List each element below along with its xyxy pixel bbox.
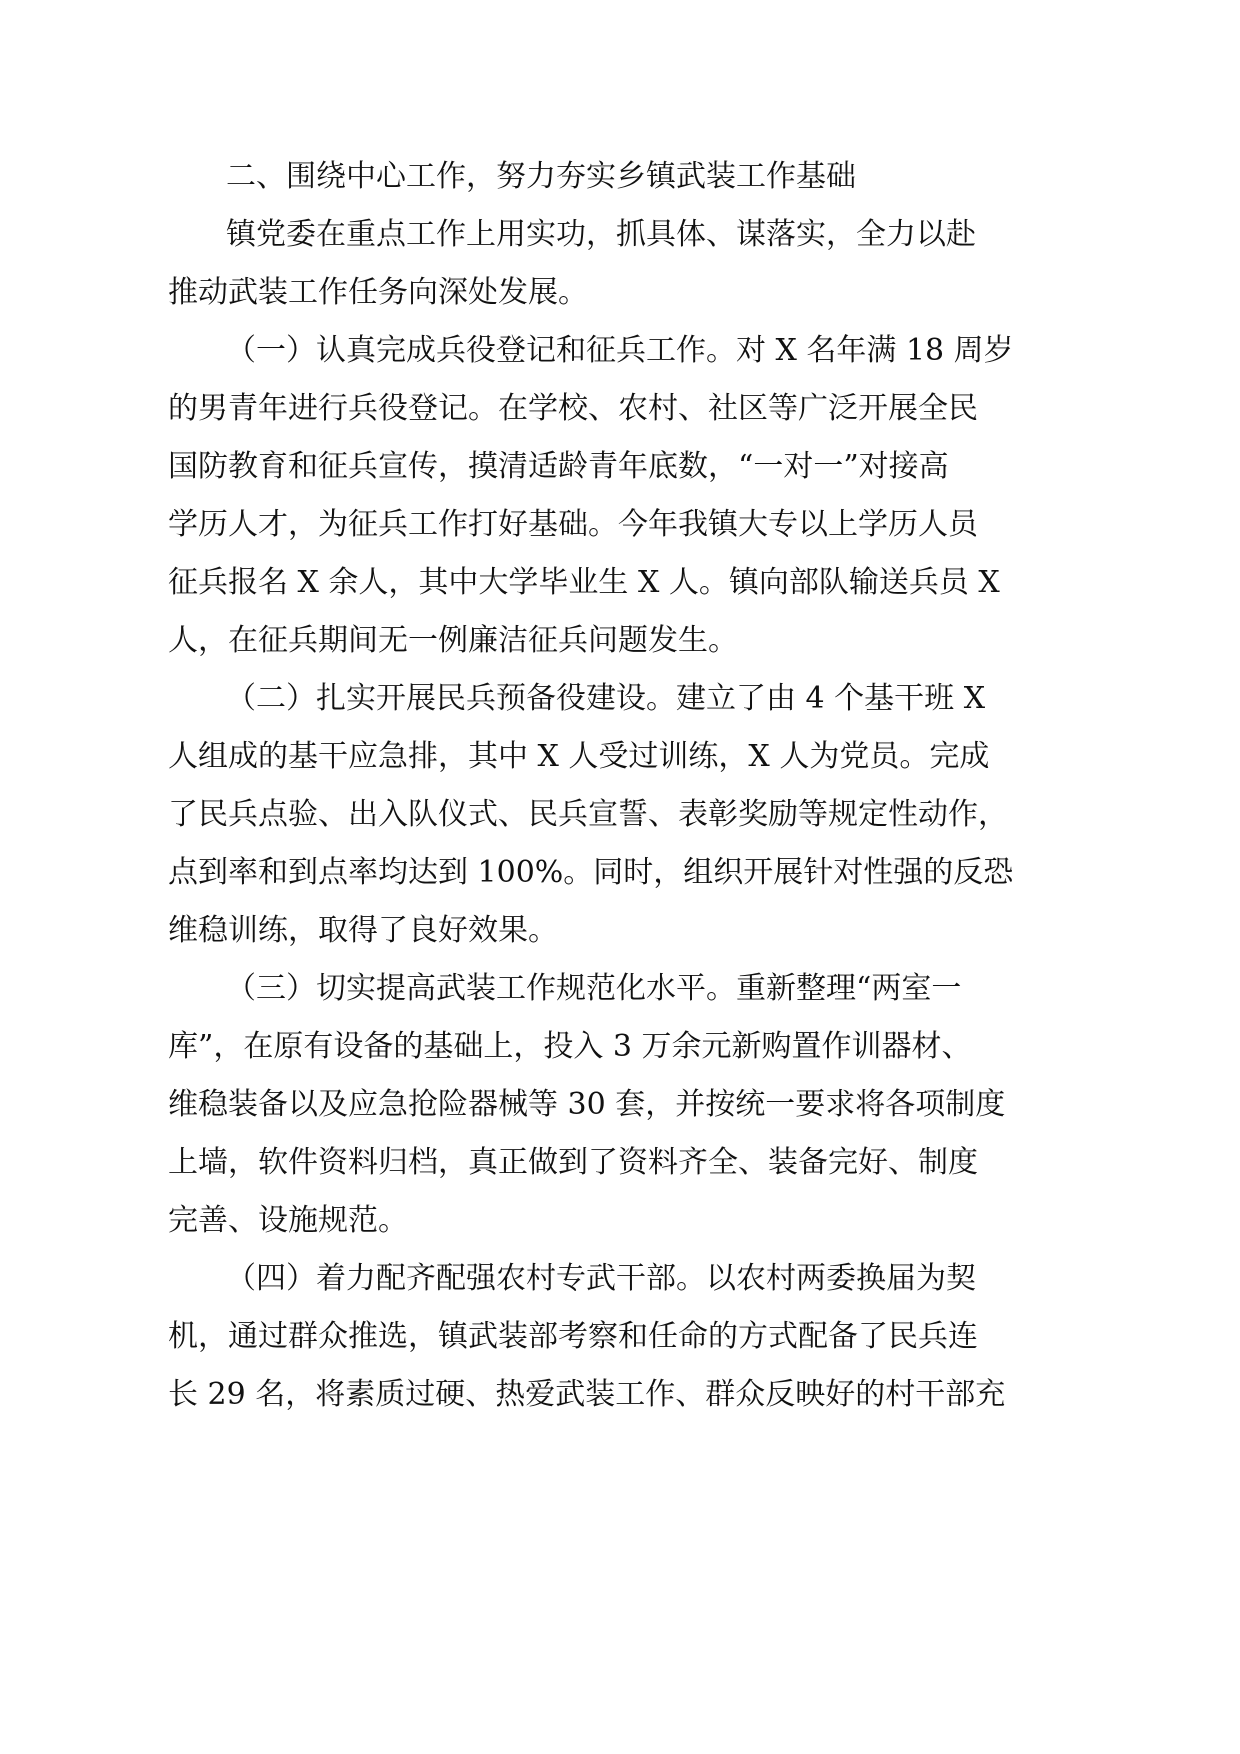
paragraph-3-line-1: （三）切实提高武装工作规范化水平。重新整理“两室一 xyxy=(226,971,962,1006)
paragraph-3-line-5: 完善、设施规范。 xyxy=(168,1203,408,1238)
paragraph-1-line-4: 学历人才，为征兵工作打好基础。今年我镇大专以上学历人员 xyxy=(168,507,978,542)
paragraph-1-line-2: 的男青年进行兵役登记。在学校、农村、社区等广泛开展全民 xyxy=(168,391,978,426)
paragraph-3-line-3: 维稳装备以及应急抢险器械等 30 套，并按统一要求将各项制度 xyxy=(168,1087,1006,1122)
paragraph-1-line-5: 征兵报名 X 余人，其中大学毕业生 X 人。镇向部队输送兵员 X xyxy=(168,565,1000,600)
paragraph-3-line-4: 上墙，软件资料归档，真正做到了资料齐全、装备完好、制度 xyxy=(168,1145,978,1180)
paragraph-4-line-1: （四）着力配齐配强农村专武干部。以农村两委换届为契 xyxy=(226,1261,976,1296)
paragraph-4-line-2: 机，通过群众推选，镇武装部考察和任命的方式配备了民兵连 xyxy=(168,1319,978,1354)
paragraph-1-line-1: （一）认真完成兵役登记和征兵工作。对 X 名年满 18 周岁 xyxy=(226,333,1014,368)
paragraph-2-line-3: 了民兵点验、出入队仪式、民兵宣誓、表彰奖励等规定性动作， xyxy=(168,797,1008,832)
section-heading: 二、围绕中心工作，努力夯实乡镇武装工作基础 xyxy=(226,159,856,194)
paragraph-4-line-3: 长 29 名，将素质过硬、热爱武装工作、群众反映好的村干部充 xyxy=(168,1377,1006,1412)
paragraph-1-line-6: 人，在征兵期间无一例廉洁征兵问题发生。 xyxy=(168,623,738,658)
paragraph-1-line-3: 国防教育和征兵宣传，摸清适龄青年底数，“一对一”对接高 xyxy=(168,449,949,484)
paragraph-2-line-2: 人组成的基干应急排，其中 X 人受过训练，X 人为党员。完成 xyxy=(168,739,990,774)
intro-line-2: 推动武装工作任务向深处发展。 xyxy=(168,275,588,310)
paragraph-3-line-2: 库”，在原有设备的基础上，投入 3 万余元新购置作训器材、 xyxy=(168,1029,972,1064)
paragraph-2-line-4: 点到率和到点率均达到 100%。同时，组织开展针对性强的反恐 xyxy=(168,855,1014,890)
intro-line-1: 镇党委在重点工作上用实功，抓具体、谋落实，全力以赴 xyxy=(226,217,976,252)
paragraph-2-line-1: （二）扎实开展民兵预备役建设。建立了由 4 个基干班 X xyxy=(226,681,986,716)
paragraph-2-line-5: 维稳训练，取得了良好效果。 xyxy=(168,913,558,948)
